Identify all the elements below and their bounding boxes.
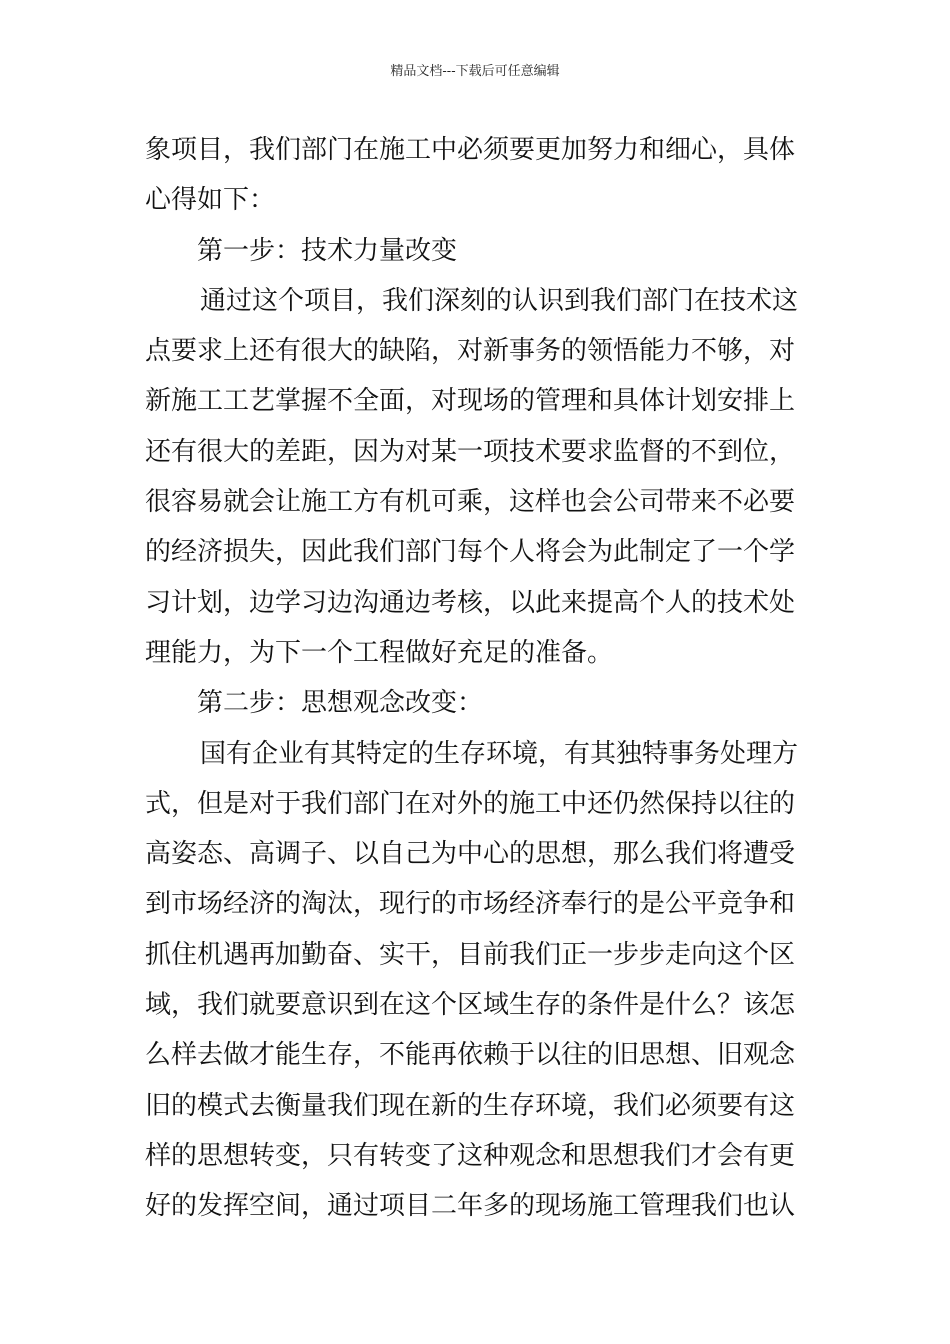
text-line: 点要求上还有很大的缺陷，对新事务的领悟能力不够，对: [145, 336, 796, 367]
text-line: 通过这个项目，我们深刻的认识到我们部门在技术这: [200, 285, 799, 316]
text-line: 的经济损失，因此我们部门每个人将会为此制定了一个学: [145, 537, 796, 568]
text-line: 好的发挥空间，通过项目二年多的现场施工管理我们也认: [145, 1191, 796, 1222]
text-line: 高姿态、高调子、以自己为中心的思想，那么我们将遭受: [145, 839, 796, 870]
document-body: [145, 125, 810, 1232]
text-line: 域，我们就要意识到在这个区域生存的条件是什么？该怎: [145, 990, 796, 1021]
text-line: 还有很大的差距，因为对某一项技术要求监督的不到位，: [145, 436, 796, 467]
text-line: 理能力，为下一个工程做好充足的准备。: [145, 637, 614, 668]
section-heading: 第二步：思想观念改变：: [197, 688, 484, 719]
text-line: 么样去做才能生存，不能再依赖于以往的旧思想、旧观念: [145, 1040, 796, 1071]
text-line: 到市场经济的淘汰，现行的市场经济奉行的是公平竞争和: [145, 889, 796, 920]
section-heading: 第一步：技术力量改变: [197, 235, 458, 266]
text-line: 式，但是对于我们部门在对外的施工中还仍然保持以往的: [145, 788, 796, 819]
text-line: 心得如下：: [145, 185, 276, 216]
text-line: 很容易就会让施工方有机可乘，这样也会公司带来不必要: [145, 487, 796, 518]
page-header: 精品文档---下载后可任意编辑: [390, 64, 560, 79]
text-line: 抓住机遇再加勤奋、实干，目前我们正一步步走向这个区: [145, 939, 796, 970]
text-line: 习计划，边学习边沟通边考核，以此来提高个人的技术处: [145, 587, 796, 618]
text-line: 象项目，我们部门在施工中必须要更加努力和细心，具体: [145, 135, 796, 165]
text-line: 新施工工艺掌握不全面，对现场的管理和具体计划安排上: [145, 386, 796, 417]
text-line: 国有企业有其特定的生存环境，有其独特事务处理方: [200, 738, 799, 769]
text-line: 样的思想转变，只有转变了这种观念和思想我们才会有更: [145, 1140, 796, 1171]
text-line: 旧的模式去衡量我们现在新的生存环境，我们必须要有这: [145, 1090, 796, 1121]
